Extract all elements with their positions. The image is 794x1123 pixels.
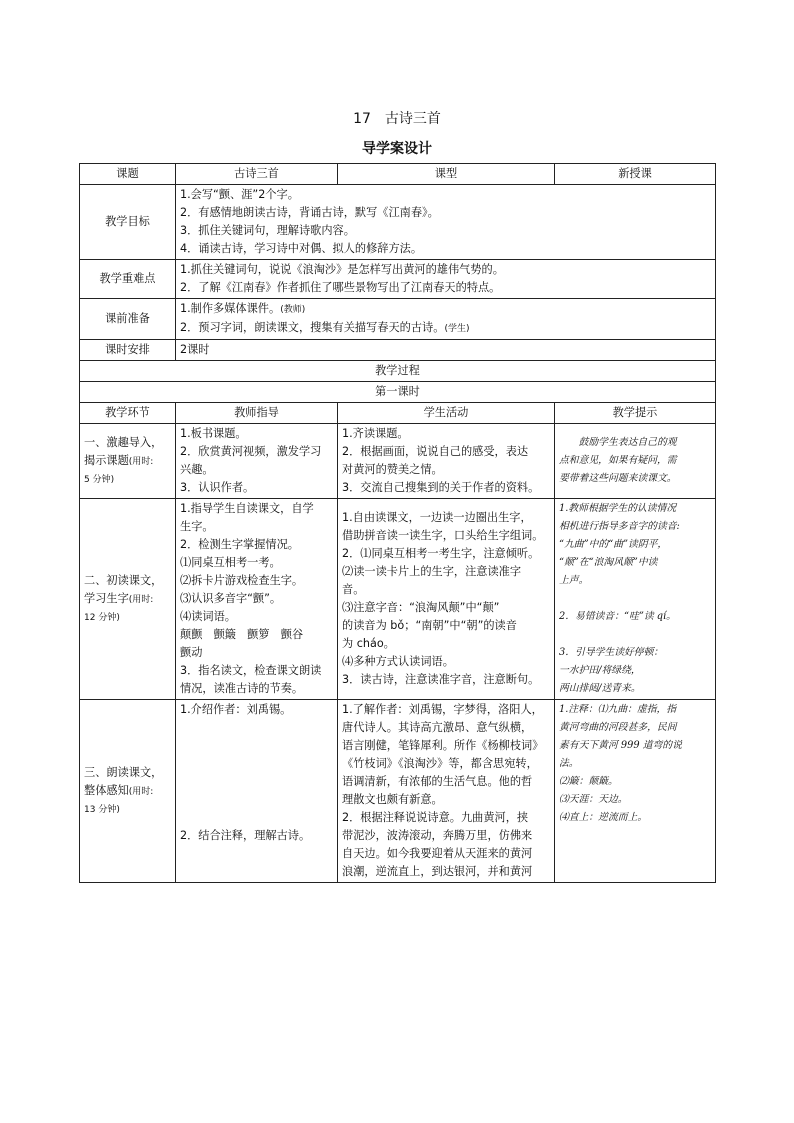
student-activity: 1.自由读课文，一边读一边圈出生字， 借助拼音读一读生字，口头给生字组词。 2．⑴同桌互相考一考生字，注意倾听。 ⑵读一读卡片上的生字，注意读准字 音。 ⑶注意字音：“浪淘风颠”中“颠” 的读音为 bǒ；“南朝”中“朝”的读音 为 cháo。 ⑷多种方式认读词语。 3．读古诗，注意读准字音，注意断句。 (338, 499, 555, 700)
prep-label: 课前准备 (80, 299, 176, 340)
teaching-hint: 1.注释：⑴九曲：虚指，指 黄河弯曲的河段甚多，民间 素有天下黄河 999 道弯的说 法。 ⑵簸：颠簸。 ⑶天涯：天边。 ⑷直上：逆流而上。 (555, 700, 716, 883)
goals-content (176, 185, 716, 260)
info-value-topic: 古诗三首 (176, 164, 338, 185)
lesson-number: 17 (353, 111, 371, 127)
stage-time: 12 分钟) (84, 612, 120, 623)
prep-content (176, 299, 716, 340)
student-activity: 1.齐读课题。 2．根据画面，说说自己的感受，表达 对黄河的赞美之情。 3．交流自己搜集到的关于作者的资料。 (338, 424, 555, 499)
goal-item: 4．诵读古诗，学习诗中对偶、拟人的修辞方法。 (180, 242, 423, 255)
key-points-label: 教学重难点 (80, 260, 176, 299)
stage-name: 一、激趣导入， 揭示课题(用时: 5 分钟) (80, 424, 176, 499)
student-activity: 1.了解作者：刘禹锡，字梦得，洛阳人， 唐代诗人。其诗高亢激昂、意气纵横， 语言刚健，笔锋犀利。所作《杨柳枝词》 《竹枝词》《浪淘沙》等，都含思宛转， 语调清新，有浓郁的生活气息。他的哲 理散文也颇有新意。 2．根据注释说说诗意。九曲黄河，挟 带泥沙，波涛滚动，奔腾万里，仿佛来 自天边。如今我要迎着从天涯来的黄河 浪潮，逆流直上，到达银河，并和黄河 (338, 700, 555, 883)
prep-note: (学生) (444, 324, 470, 334)
stage-time: (用时: (128, 594, 154, 605)
prep-item: 2．预习字词，朗读课文，搜集有关描写春天的古诗。(学生) (180, 321, 470, 334)
stage-time: (用时: (128, 456, 154, 467)
teacher-guidance: 1.指导学生自读课文，自学 生字。 2．检测生字掌握情况。 ⑴同桌互相考一考。 ⑵拆卡片游戏检查生字。 ⑶认识多音字“颤”。 ⑷读词语。 颠颤 颤簸 颤箩 颤谷 颤动 3．指名读文，检查课文朗读 情况，读准古诗的节奏。 (176, 499, 338, 700)
teacher-guidance: 1.介绍作者：刘禹锡。 2．结合注释，理解古诗。 (176, 700, 338, 883)
column-header-row (80, 403, 716, 424)
info-label-topic: 课题 (80, 164, 176, 185)
key-point-item: 2．了解《江南春》作者抓住了哪些景物写出了江南春天的特点。 (180, 281, 501, 294)
stage-time: (用时: (128, 786, 154, 797)
stage-row (80, 499, 716, 700)
stage-time: 5 分钟) (84, 474, 115, 485)
key-point-item: 1.抓住关键词句，说说《浪淘沙》是怎样写出黄河的雄伟气势的。 (180, 263, 504, 276)
period-title: 第一课时 (80, 382, 716, 403)
info-row (80, 164, 716, 185)
column-header: 教师指导 (176, 403, 338, 424)
key-points-content (176, 260, 716, 299)
goal-item: 3．抓住关键词句，理解诗歌内容。 (180, 224, 355, 237)
stage-row (80, 700, 716, 883)
process-title-row (80, 361, 716, 382)
goals-row (80, 185, 716, 260)
schedule-value: 2课时 (176, 340, 716, 361)
stage-name: 二、初读课文， 学习生字(用时: 12 分钟) (80, 499, 176, 700)
column-header: 学生活动 (338, 403, 555, 424)
goal-item: 1.会写“颤、涯”2个字。 (180, 188, 299, 201)
column-header: 教学提示 (555, 403, 716, 424)
prep-note: (教师) (280, 305, 306, 315)
schedule-label: 课时安排 (80, 340, 176, 361)
info-label-type: 课型 (338, 164, 555, 185)
teaching-hint: 1.教师根据学生的认读情况 相机进行指导多音字的读音: “九曲”中的“曲”读阴平， “颠”在“浪淘风颠”中读 上声。 2．易错读音：“哇”读 qí。 3．引导学生读好停顿： 一水护田/将绿绕， 两山排闼/送青来。 (555, 499, 716, 700)
process-title: 教学过程 (80, 361, 716, 382)
teaching-hint: 鼓励学生表达自己的观 点和意见，如果有疑问，需 要带着这些问题来读课文。 (555, 424, 716, 499)
stage-time: 13 分钟) (84, 804, 120, 815)
period-title-row (80, 382, 716, 403)
info-value-type: 新授课 (555, 164, 716, 185)
document-title: 导学案设计 (362, 141, 432, 157)
lesson-name: 古诗三首 (384, 111, 441, 127)
teacher-guidance: 1.板书课题。 2．欣赏黄河视频，激发学习 兴趣。 3．认识作者。 (176, 424, 338, 499)
lesson-plan-table (79, 163, 716, 883)
stage-name: 三、朗读课文， 整体感知(用时: 13 分钟) (80, 700, 176, 883)
lesson-title (0, 108, 794, 128)
schedule-row (80, 340, 716, 361)
stage-row (80, 424, 716, 499)
prep-item: 1.制作多媒体课件。(教师) (180, 302, 306, 315)
key-points-row (80, 260, 716, 299)
prep-row (80, 299, 716, 340)
goal-item: 2．有感情地朗读古诗，背诵古诗，默写《江南春》。 (180, 206, 439, 219)
goals-label: 教学目标 (80, 185, 176, 260)
column-header: 教学环节 (80, 403, 176, 424)
